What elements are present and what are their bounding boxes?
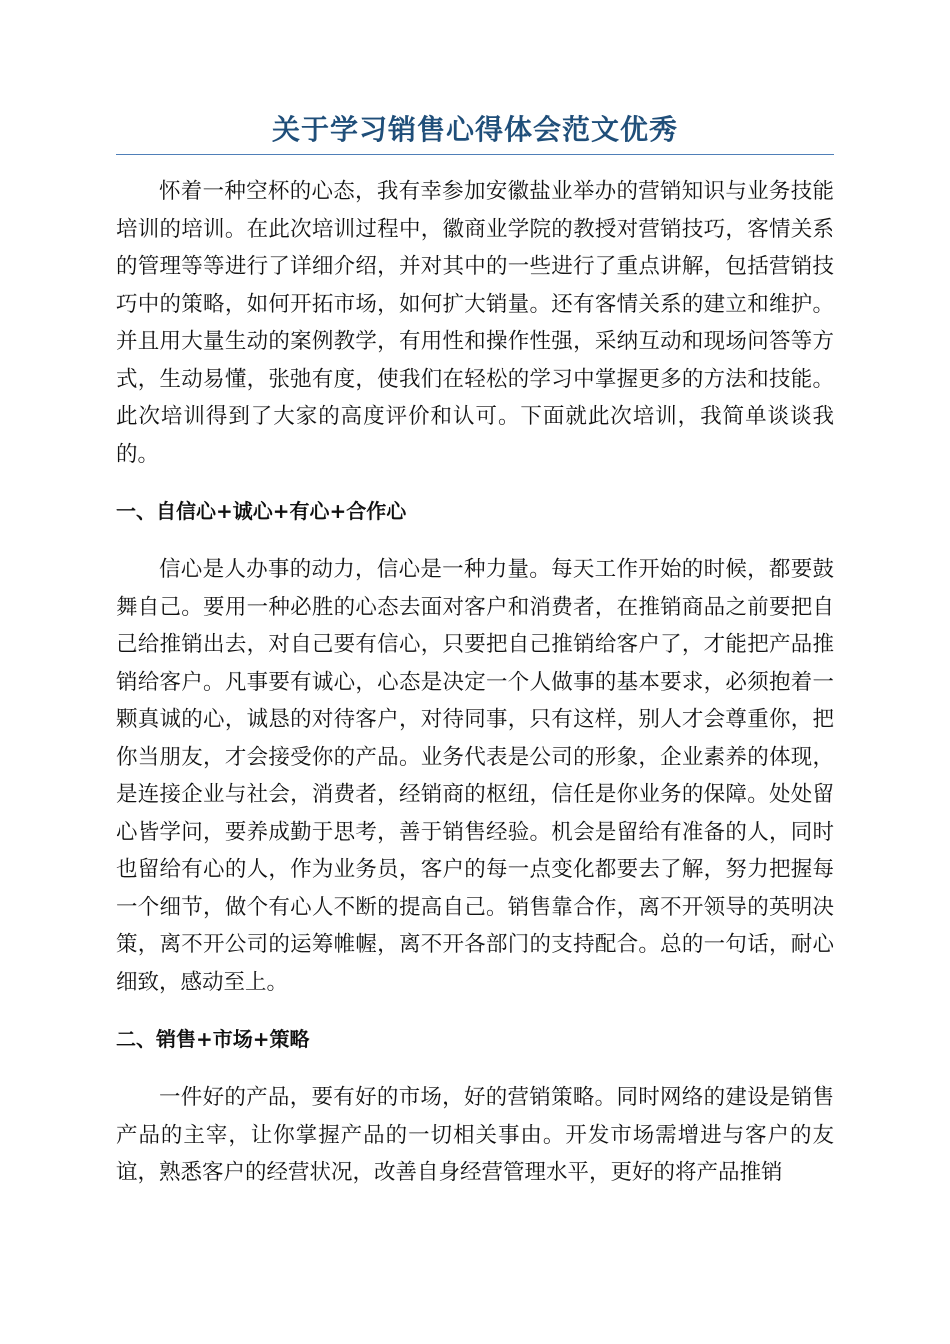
paragraph-intro: 怀着一种空杯的心态，我有幸参加安徽盐业举办的营销知识与业务技能培训的培训。在此次培训过程中，徽商业学院的教授对营销技巧，客情关系的管理等等进行了详细介绍，并对其中的一些进行了重点讲解，包括营销技巧中的策略，如何开拓市场，如何扩大销量。还有客情关系的建立和维护。并且用大量生动的案例教学，有用性和操作性强，采纳互动和现场问答等方式，生动易懂，张弛有度，使我们在轻松的学习中掌握更多的方法和技能。此次培训得到了大家的高度评价和认可。下面就此次培训，我简单谈谈我的。: [116, 179, 834, 467]
paragraph-section-2: 一件好的产品，要有好的市场，好的营销策略。同时网络的建设是销售产品的主宰，让你掌握产品的一切相关事由。开发市场需增进与客户的友谊，熟悉客户的经营状况，改善自身经营管理水平，更好的将产品推销: [116, 1085, 834, 1185]
document-page: [116, 110, 834, 1192]
document-title: 关于学习销售心得体会范文优秀: [116, 110, 834, 155]
paragraph-section-1: 信心是人办事的动力，信心是一种力量。每天工作开始的时候，都要鼓舞自己。要用一种必胜的心态去面对客户和消费者，在推销商品之前要把自己给推销出去，对自己要有信心，只要把自己推销给客户了，才能把产品推销给客户。凡事要有诚心，心态是决定一个人做事的基本要求，必须抱着一颗真诚的心，诚恳的对待客户，对待同事，只有这样，别人才会尊重你，把你当朋友，才会接受你的产品。业务代表是公司的形象，企业素养的体现，是连接企业与社会，消费者，经销商的枢纽，信任是你业务的保障。处处留心皆学问，要养成勤于思考，善于销售经验。机会是留给有准备的人，同时也留给有心的人，作为业务员，客户的每一点变化都要去了解，努力把握每一个细节，做个有心人不断的提高自己。销售靠合作，离不开领导的英明决策，离不开公司的运筹帷幄，离不开各部门的支持配合。总的一句话，耐心细致，感动至上。: [116, 557, 834, 995]
section-heading-1: 一、自信心+诚心+有心+合作心: [116, 499, 407, 523]
section-heading-2: 二、销售+市场+策略: [116, 1027, 310, 1051]
